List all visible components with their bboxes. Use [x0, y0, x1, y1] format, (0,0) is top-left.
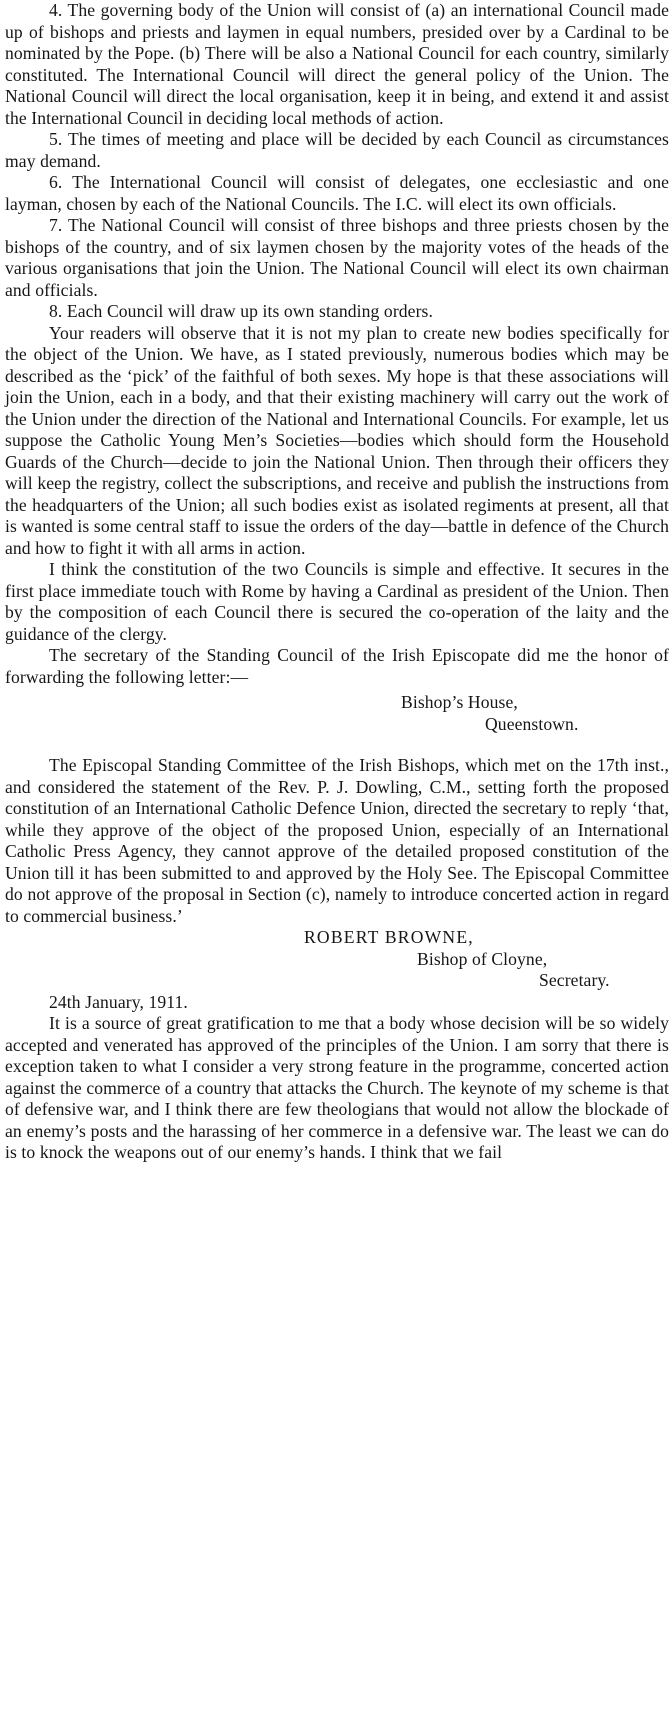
- letter-address-line1: Bishop’s House,: [401, 692, 518, 712]
- paragraph-constitution: I think the constitution of the two Councils is simple and effective. It secures in the first place immediate touch with Rome by having a Cardinal as president of the Union. Then by the composition of each Council there is secured the co-operation of the laity and the guidance of the clergy.: [5, 559, 669, 644]
- letter-body: The Episcopal Standing Committee of the Irish Bishops, which met on the 17th inst., and considered the statement of the Rev. P. J. Dowling, C.M., setting forth the proposed constitution of an International Catholic Defence Union, directed the secretary to reply ‘that, while they approve of the object of the proposed Union, especially of an International Catholic Press Agency, they cannot approve of the detailed proposed constitution of the Union till it has been submitted to and approved by the Holy See. The Episcopal Committee do not approve of the proposal in Section (c), namely to introduce concerted action in regard to commercial business.’: [5, 755, 669, 926]
- paragraph-section-7: 7. The National Council will consist of three bishops and three priests chosen by the bishops of the country, and of six laymen chosen by the majority votes of the heads of the various organisations that join the Union. The National Council will elect its own chairman and officials.: [5, 215, 669, 300]
- letter: [5, 692, 669, 1013]
- letter-spacer: [5, 735, 669, 755]
- letter-signature-role: Secretary.: [539, 970, 610, 990]
- paragraph-section-4: 4. The governing body of the Union will consist of (a) an international Council made up of bishops and priests and laymen in equal numbers, presided over by a Cardinal to be nominated by the Pope. (b) There will be also a National Council for each country, similarly constituted. The International Council will direct the general policy of the Union. The National Council will direct the local organisation, keep it in being, and extend it and assist the International Council in deciding local methods of action.: [5, 0, 669, 128]
- letter-signature-name: ROBERT BROWNE,: [304, 927, 474, 947]
- paragraph-section-8: 8. Each Council will draw up its own standing orders.: [49, 301, 433, 321]
- paragraph-secretary-intro: The secretary of the Standing Council of the Irish Episcopate did me the honor of forwarding the following letter:—: [5, 645, 669, 687]
- letter-signature-title: Bishop of Cloyne,: [417, 948, 548, 969]
- paragraph-section-6: 6. The International Council will consist of delegates, one ecclesiastic and one layman, chosen by each of the National Councils. The I.C. will elect its own officials.: [5, 172, 669, 214]
- paragraph-readers-observe: Your readers will observe that it is not my plan to create new bodies specifically for the object of the Union. We have, as I stated previously, numerous bodies which may be described as the ‘pick’ of the faithful of both sexes. My hope is that these associations will join the Union, each in a body, and that their existing machinery will carry out the work of the Union under the direction of the National and International Councils. For example, let us suppose the Catholic Young Men’s Societies—bodies which should form the Household Guards of the Church—decide to join the National Union. Then through their officers they will keep the registry, collect the subscriptions, and receive and publish the instructions from the headquarters of the Union; all such bodies exist as isolated regiments at present, all that is wanted is some central staff to issue the orders of the day—battle in defence of the Church and how to fight it with all arms in action.: [5, 322, 669, 558]
- letter-date: 24th January, 1911.: [49, 991, 188, 1012]
- paragraph-gratification: It is a source of great gratification to me that a body whose decision will be so widely accepted and venerated has approved of the principles of the Union. I am sorry that there is exception taken to what I consider a very strong feature in the programme, concerted action against the commerce of a country that attacks the Church. The keynote of my scheme is that of defensive war, and I think there are few theologians that would not allow the blockade of an enemy’s posts and the harassing of her commerce in a defensive war. The least we can do is to knock the weapons out of our enemy’s hands. I think that we fail: [5, 1013, 669, 1162]
- letter-address-line2: Queenstown.: [485, 713, 579, 734]
- paragraph-section-5: 5. The times of meeting and place will be decided by each Council as circumstances may demand.: [5, 129, 669, 171]
